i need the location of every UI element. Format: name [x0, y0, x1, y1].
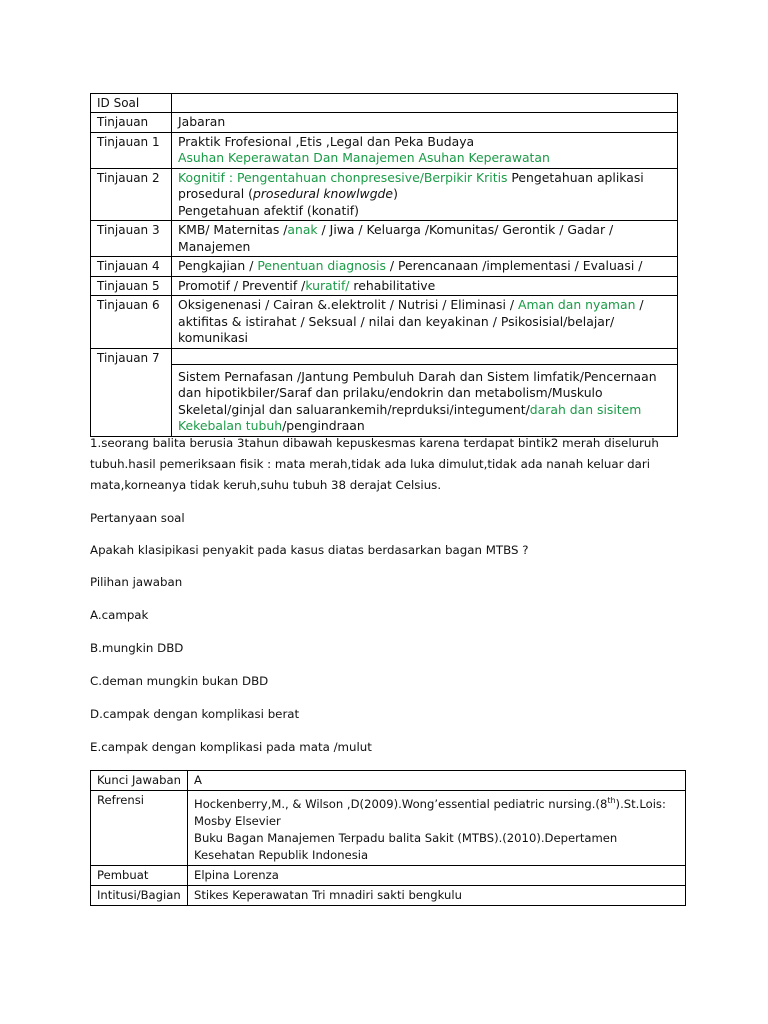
row-value	[172, 296, 678, 349]
row-label: Tinjauan 5	[91, 276, 172, 296]
row-value	[172, 348, 678, 436]
plain-text: /pengindraan	[282, 418, 365, 433]
kunci-label: Kunci Jawaban	[91, 771, 188, 791]
plain-text: Pengetahuan aplikasi prosedural (	[178, 169, 644, 201]
table-row	[91, 296, 678, 349]
tinjauan1-line2: Asuhan Keperawatan Dan Manajemen Asuhan Keperawatan	[178, 150, 550, 165]
kunci-value: A	[188, 771, 686, 791]
table-row	[91, 113, 678, 133]
row-label: Tinjauan 1	[91, 132, 172, 168]
table-row	[91, 885, 686, 905]
plain-text: )	[393, 186, 398, 201]
row-value	[172, 276, 678, 296]
options-heading: Pilihan jawaban	[90, 575, 183, 589]
table-row	[91, 257, 678, 277]
id-soal-label: ID Soal	[91, 94, 172, 113]
intitusi-label: Intitusi/Bagian	[91, 885, 188, 905]
plain-text: / Perencanaan /implementasi / Evaluasi /	[385, 258, 643, 273]
option-a: A.campak	[90, 608, 149, 622]
row-label: Tinjauan 3	[91, 221, 172, 257]
reference-2: Buku Bagan Manajemen Terpadu balita Sakit (MTBS).(2010).Depertamen Kesehatan Republik Indonesia	[194, 830, 618, 862]
row-value	[172, 132, 678, 168]
table-row	[91, 168, 678, 221]
table-row	[91, 771, 686, 791]
option-e: E.campak dengan komplikasi pada mata /mulut	[90, 740, 372, 754]
id-soal-value	[172, 94, 678, 113]
green-text: anak	[287, 222, 318, 237]
tinjauan1-line1: Praktik Frofesional ,Etis ,Legal dan Peka Budaya	[178, 133, 475, 149]
plain-text: KMB/ Maternitas /	[178, 222, 288, 237]
row-label: Tinjauan	[91, 113, 172, 133]
plain-text: Promotif / Preventif /	[178, 277, 306, 293]
plain-text: rehabilitative	[349, 277, 436, 293]
green-text: Penentuan diagnosis	[257, 258, 386, 273]
row-label: Tinjauan 4	[91, 257, 172, 277]
ref-text: Hockenberry,M., & Wilson ,D(2009).Wong’essential pediatric nursing.(8	[194, 796, 608, 811]
reference-1	[194, 792, 679, 830]
row-label: Tinjauan 2	[91, 168, 172, 221]
plain-text: / aktifitas & istirahat / Seksual / nilai dan keyakinan / Psikosisial/belajar/ komunikasi	[178, 297, 644, 345]
ref-text: ).St.Lois: Mosby Elsevier	[194, 796, 666, 828]
green-text: Kognitif : Pengentahuan chonpresesive/Berpikir Kritis	[178, 169, 508, 185]
green-text: Aman dan nyaman	[517, 297, 636, 312]
table-row	[91, 276, 678, 296]
row-value	[172, 168, 678, 221]
refrensi-label: Refrensi	[91, 791, 188, 866]
pembuat-value: Elpina Lorenza	[188, 865, 686, 885]
plain-text: / Jiwa / Keluarga /Komunitas/ Gerontik / Gadar / Manajemen	[178, 222, 614, 254]
plain-text: Oksigenenasi / Cairan &.elektrolit / Nutrisi / Eliminasi /	[178, 297, 518, 312]
question-text: Apakah klasipikasi penyakit pada kasus diatas berdasarkan bagan MTBS ?	[90, 543, 529, 557]
option-c: C.deman mungkin bukan DBD	[90, 674, 269, 688]
pembuat-label: Pembuat	[91, 865, 188, 885]
table-row	[91, 132, 678, 168]
green-text: darah dan sisitem Kekebalan tubuh	[178, 401, 642, 433]
row-label: Tinjauan 7	[91, 348, 172, 436]
row-label: Tinjauan 6	[91, 296, 172, 349]
table-row	[91, 865, 686, 885]
option-d: D.campak dengan komplikasi berat	[90, 707, 300, 721]
intitusi-value: Stikes Keperawatan Tri mnadiri sakti bengkulu	[188, 885, 686, 905]
table-row	[91, 791, 686, 866]
ref-sup: th	[607, 796, 616, 805]
review-table	[90, 93, 678, 437]
row-value	[172, 221, 678, 257]
plain-text: Pengkajian /	[178, 258, 258, 273]
table-row	[91, 348, 678, 436]
tinjauan2-line2: Pengetahuan afektif (konatif)	[178, 202, 359, 218]
tinjauan2-line1	[178, 170, 671, 203]
answer-table	[90, 770, 686, 906]
green-text: kuratif/	[305, 277, 350, 293]
table-row	[91, 221, 678, 257]
refrensi-value	[188, 791, 686, 866]
italic-text: prosedural knowlwgde	[252, 186, 394, 201]
case-text: 1.seorang balita berusia 3tahun dibawah kepuskesmas karena terdapat bintik2 merah diseluruh tubuh.hasil pemeriksaan fisik : mata merah,tidak ada luka dimulut,tidak ada nanah keluar dari mata,korneanya tidak keruh,suhu tubuh 38 derajat Celsius.	[90, 436, 659, 492]
row-value: Jabaran	[172, 113, 678, 133]
question-heading: Pertanyaan soal	[90, 511, 185, 525]
inner-divider	[172, 350, 677, 365]
table-row	[91, 94, 678, 113]
row-value	[172, 257, 678, 277]
option-b: B.mungkin DBD	[90, 641, 184, 655]
plain-text: Sistem Pernafasan /Jantung Pembuluh Darah dan Sistem limfatik/Pencernaan dan hipotikbiler/Saraf dan prilaku/endokrin dan metabolism/Muskulo Skeletal/ginjal dan saluarankemih/reprduksi/integument/	[178, 368, 657, 417]
